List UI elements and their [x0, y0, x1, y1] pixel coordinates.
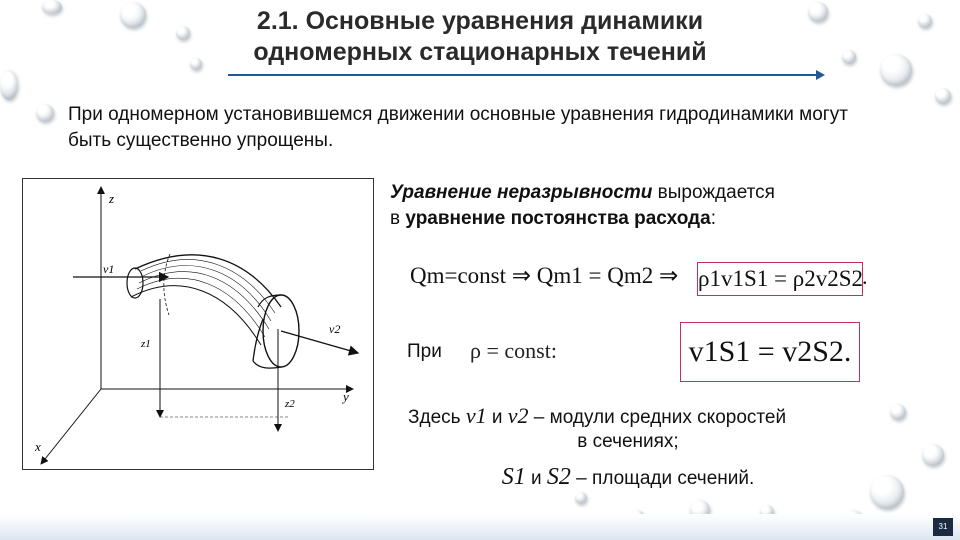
symbol-v2: v2	[507, 403, 529, 428]
water-drop-decoration	[890, 404, 906, 420]
water-drop-decoration	[0, 70, 18, 100]
stream-tube	[127, 254, 299, 368]
bullet-icon	[36, 104, 54, 122]
flow-tube-diagram	[23, 179, 373, 469]
formula-mass-flow: ρ1v1S1 = ρ2v2S2	[698, 266, 864, 291]
continuity-text-2: в	[390, 208, 406, 229]
x-axis	[41, 389, 101, 464]
conjunction: и	[486, 407, 508, 428]
intro-paragraph: При одномерном установившемся движении основные уравнения гидродинамики могут быть существенно упрощены.	[68, 104, 848, 151]
z-label: z	[109, 191, 115, 206]
title-line-2: одномерных стационарных течений	[253, 38, 707, 66]
explanation-velocity-text: – модули средних скоростей	[528, 407, 787, 428]
formula-mass-flow-box	[697, 262, 863, 296]
v2-arrow	[281, 331, 358, 353]
z2-label: z2	[285, 398, 295, 410]
water-drop-decoration	[870, 475, 904, 509]
when-label: При	[407, 341, 442, 362]
z1-label: z1	[141, 338, 151, 350]
water-drop-decoration	[935, 88, 951, 104]
explanation-area-text: – площади сечений.	[570, 468, 755, 489]
title-line-1: 2.1. Основные уравнения динамики	[256, 7, 704, 35]
formula-flow-rate: Qm=const ⇒ Qm1 = Qm2 ⇒	[410, 263, 679, 288]
formula-volume-flow: v1S1 = v2S2.	[688, 335, 852, 368]
explanation-line-3	[408, 462, 848, 494]
title-underline	[228, 74, 820, 76]
explanation-line-2: в сечениях;	[577, 431, 679, 452]
term-flow-constancy: уравнение постоянства расхода	[405, 208, 711, 229]
formula-volume-flow-box	[680, 322, 860, 382]
continuity-text-1: вырождается	[652, 182, 775, 203]
footer-band	[0, 514, 960, 540]
continuity-text-3: :	[710, 208, 716, 229]
symbol-s2: S2	[546, 464, 571, 490]
y-label: y	[343, 389, 349, 404]
x-label: x	[35, 439, 41, 454]
symbol-s1: S1	[501, 464, 526, 490]
density-condition: ρ = const:	[470, 338, 557, 363]
page-number: 31	[933, 518, 953, 536]
symbol-v1: v1	[465, 403, 487, 428]
explanation-prefix: Здесь	[408, 407, 466, 428]
formula-period: .	[862, 264, 868, 289]
conjunction-2: и	[525, 468, 547, 489]
explanation-line-1	[408, 403, 888, 431]
flow-tube-figure	[22, 178, 374, 470]
continuity-statement	[390, 180, 890, 232]
v2-label: v2	[329, 322, 341, 336]
term-continuity: Уравнение неразрывности	[390, 182, 653, 203]
v1-label: v1	[103, 262, 115, 276]
water-drop-decoration	[922, 444, 944, 466]
slide-title	[0, 6, 960, 68]
title-arrow-icon	[816, 70, 825, 80]
